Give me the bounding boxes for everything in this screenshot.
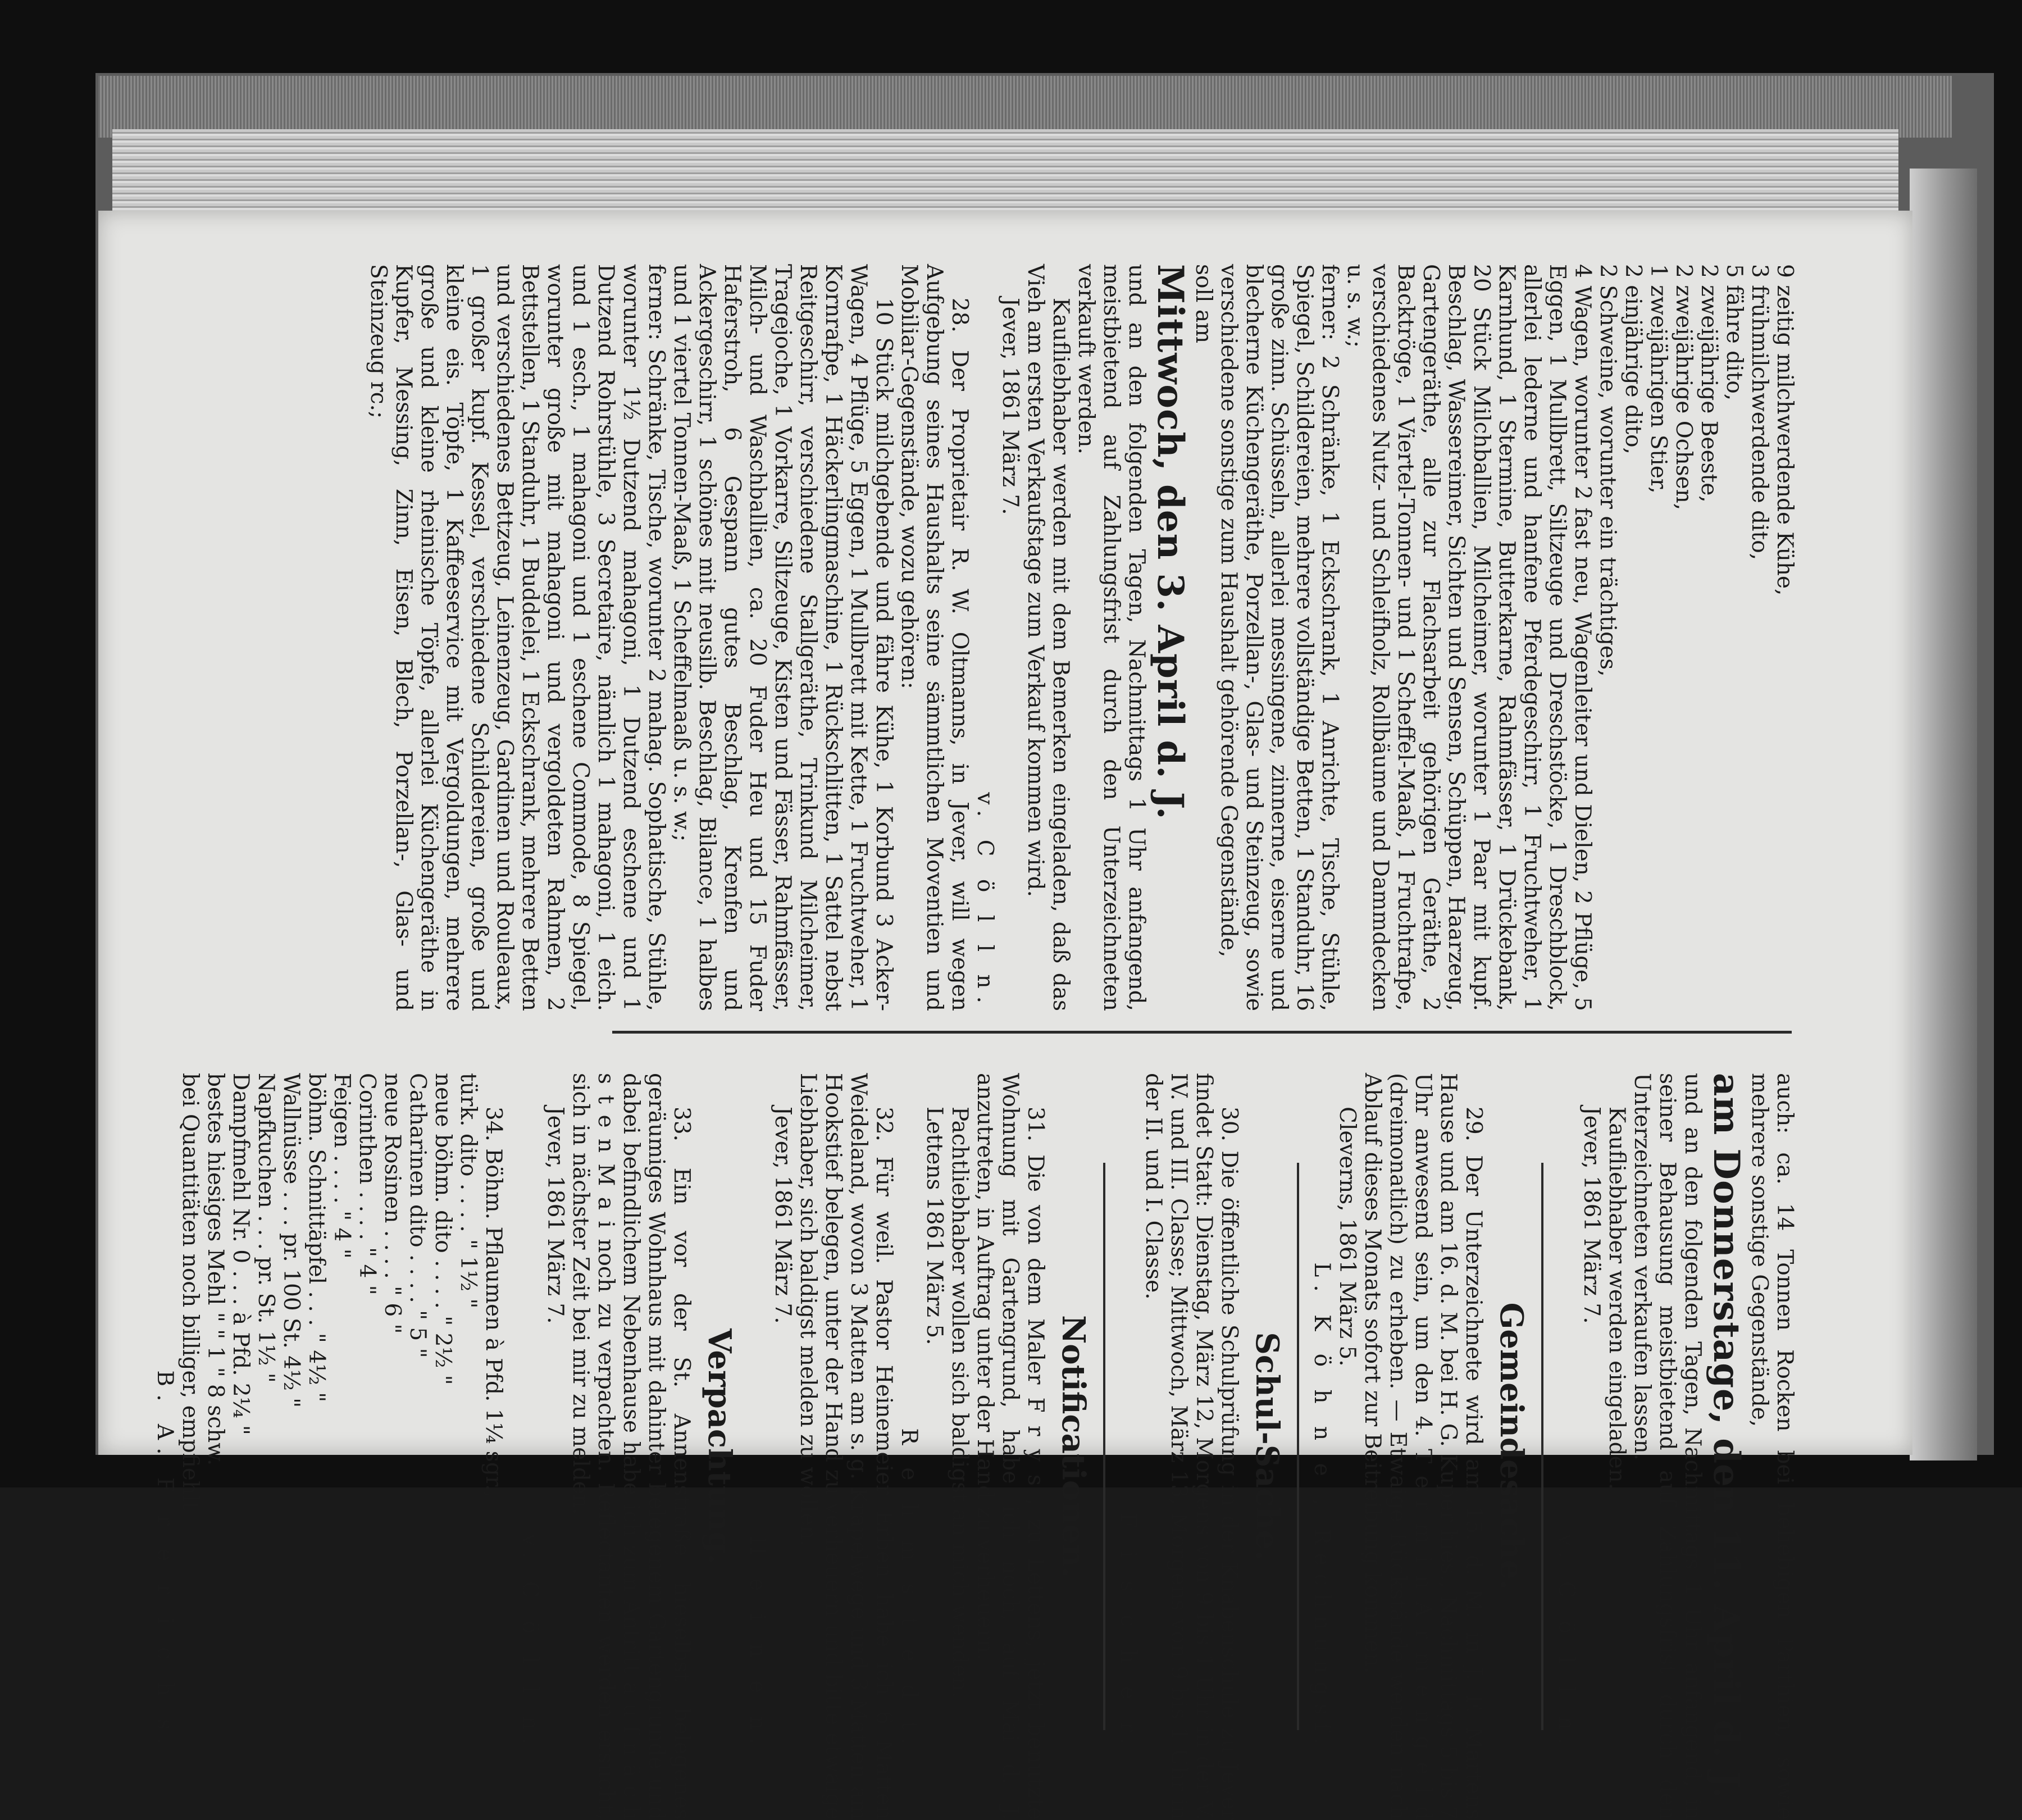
notice-32: 32. Für weil. Pastor Heinemeier Erben habe ich 6 Matten Weideland, wovon 3 Matten am s. g. Krapelwege und 3 Matten am Hookstief belegen, unter der Hand zu verheuern und bitte etwaige Liebhaber, sich baldigst melden zu wollen. (795, 1073, 896, 1820)
price-list-item: türk. dito . . . . " 1½ " (456, 1073, 481, 1309)
invite-line: Kaufliebhaber werden eingeladen. (1604, 1107, 1629, 1490)
notice-date: Jever, 1861 März 7. (543, 1107, 568, 1324)
item-line: 3 frühmilchwerdende dito, (1747, 264, 1772, 561)
item-line: 9 zeitig milchwerdende Kühe, (1772, 264, 1797, 596)
household-paragraph: ferner: Schränke, Tische, worunter 2 mahag. Sophatische, Stühle, worunter 1½ Dutzend mahagoni, 1 Dutzend eschene und 1 Dutzend Rohrstühle, 3 Secretaire, nämlich 1 mahagoni, 1 eich. und 1 esch., 1 mahagoni und 1 eschene Commode, 8 Spiegel, worunter große mit mahagoni und vergoldeten Rahmen, 2 Bettstellen, 1 Standuhr, 1 Buddelei, 1 Eckschrank, mehrere Betten und verschiedenes Bettzeug, Leinenzeug, Gardinen und Rouleaux, 1 großer kupf. Kessel, verschiedene Schildereien, große und kleine eis. Töpfe, 1 Kaffeeservice mit Vergoldungen, mehrere große und kleine rheinische Töpfe, allerlei Küchengeräthe in Kupfer, Messing, Zinn, Eisen, Blech, Porzellan-, Glas- und Steinzeug rc.; (366, 264, 669, 1011)
inventory-paragraph: 4 Wagen, worunter 2 fast neu, Wagenleiter und Dielen, 2 Pflüge, 5 Eggen, 1 Mullbrett, Siltzeuge und Dreschstöcke, 1 Dreschblock, allerlei lederne und hanfene Pferdegeschirr, 1 Fruchtweher, 1 Karnhund, 1 Stermine, Butterkarne, Rahmfässer, 1 Drückebank, 20 Stück Milchballien, Milcheimer, worunter 1 Paar mit kupf. Beschlag, Wassereimer, Sichten und Sensen, Schüppen, Haarzeug, Gartengeräthe, alle zur Flachsarbeit gehörigen Geräthe, 2 Backtröge, 1 Viertel-Tonnen- und 1 Scheffel-Maaß, 1 Fruchtrafpe, verschiedenes Nutz- und Schleifholz, Rollbäume und Dammdecken u. s. w.; (1342, 264, 1595, 1011)
price-list-item: Feigen . . . . " 4 " (329, 1073, 354, 1259)
notice-33: 33. Ein vor der St. Annenstraße hieselbst belegenes geräumiges Wohnhaus mit dahinter belegenem Gartengrunde und dabei befindlichem Nebenhause habe ich zum Antritt a u f n ä c h s t e n M a i noch zu verpachten. Reflectanten werden ersucht, sich in nächster Zeit bei mir zu melden. (568, 1073, 694, 1820)
price-list-item: 34. Böhm. Pflaumen à Pfd. 1¼ sgr., (481, 1107, 506, 1498)
rotated-text-block (140, 242, 1797, 1820)
auction-terms: und an den folgenden Tagen, Nachmittags 1 Uhr anfangend, meistbietend auf Zahlungsfrist durch den Unterzeichneten verkauft werden. (1073, 264, 1149, 1011)
signature: R e h m s t e d t. (896, 1428, 922, 1753)
auction-date-heading: Mittwoch, den 3. April d. J. (1149, 264, 1191, 820)
item-line: 2 zweijährige Beeste, (1696, 264, 1722, 503)
column-divider (612, 1031, 1792, 1034)
notice-date: Jever, 1861 März 7. (1579, 1107, 1604, 1324)
soll-am: soll am (1191, 264, 1216, 344)
price-list-item: böhm. Schnittäpfel . . . " 4½ " (304, 1073, 329, 1403)
left-column (366, 264, 1797, 1011)
notice-28: 28. Der Proprietair R. W. Oltmanns, in Jever, will wegen Aufgebung seines Haushalts seine sämmtlichen Moventien und Mobiliar-Gegenstände, wozu gehören: (896, 264, 972, 1011)
buyer-invitation: Kaufliebhaber werden mit dem Bemerken eingeladen, daß das Vieh am ersten Verkaufstage zum Verkauf kommen wird. (1023, 264, 1073, 1011)
price-list-item: neue Rosinen . . . . " 6 " (380, 1073, 405, 1334)
page-edges (112, 129, 1898, 219)
price-list-item: Corinthen . . . . " 4 " (354, 1073, 380, 1295)
section-heading-gemeindesache: Gemeindesache. (1493, 1302, 1530, 1591)
notice-date: Lettens 1861 März 5. (922, 1107, 947, 1345)
item-line: 2 Schweine, worunter ein trächtiges, (1595, 264, 1620, 677)
item-line: 2 zweijährige Ochsen, (1671, 264, 1696, 511)
item-line: 2 einjährige dito, (1620, 264, 1646, 454)
signature: F i s c h e r. (1115, 1513, 1141, 1753)
section-rule (1103, 1163, 1105, 1730)
item-line: 5 fähre dito, (1722, 264, 1747, 401)
notice-date: Jever, 1861 März 7. (998, 298, 1023, 515)
price-list-item: neue böhm. dito . . . . " 2½ " (430, 1073, 456, 1385)
price-list-item: bei Quantitäten noch billiger, empfiehlt (177, 1073, 203, 1511)
section-rule (1297, 1163, 1299, 1730)
signature: H e i n e n. (745, 1536, 770, 1753)
price-list-item: bestes hiesiges Mehl " " 1 " 8 schw. (203, 1073, 228, 1466)
signature: v. C ö l l n. (1554, 1534, 1579, 1753)
notice-31-followup: Pachtliebhaber wollen sich baldigst an mich wenden. (947, 1107, 972, 1698)
notice-31: 31. Die von dem Maler F r y s , zu Lettens, jetzt benutzte Wohnung mit Gartengrund, habe ich noch, auf Mai d. J. anzutreten, in Auftrag unter der Hand zu verheuern. (972, 1073, 1048, 1820)
notice-29: 29. Der Unterzeichnete wird am 15. d. M. in J. F. Martens Hause und am 16. d. M. bei H. G. Kuper hies., Nachmittags 5 bis 7 Uhr anwesend sein, um den 4. T e r m i n A r m e n g e l d (dreimonatlich) zu erheben. — Etwaige Rückstände werden nach Ablauf dieses Monats sofort zur Beitreibung kommen. (1360, 1073, 1486, 1820)
section-heading-verpachtung: Verpachtung. (701, 1328, 738, 1564)
notice-30: 30. Die öffentliche Schulprüfung in der Knabenschule zu Jever findet Statt: Dienstag, März 12, Morgens von 9 bis 1 Uhr in der V. IV. und III. Classe; Mittwoch, März 13, Morgens von 9 bis 1 Uhr in der II. und I. Classe. (1141, 1073, 1242, 1820)
sale-text: und an den folgenden Tagen, Nachmittags 1 Uhr anfangend, in seiner Behausung meistbietend auf Zahlungsfrist durch den Unterzeichneten verkaufen lassen. (1629, 1073, 1705, 1820)
section-heading-schulsache: Schul-Sache. (1249, 1332, 1286, 1561)
price-list-item: Catharinen dito . . . . " 5 " (405, 1073, 430, 1358)
signature: L. K ö h n e , Rechnungsf. (1309, 1262, 1335, 1753)
signature: v. C ö l l n. (972, 792, 998, 1011)
notice-date: Jever, 1861 März 7. (770, 1107, 795, 1324)
intro-line: auch: ca. 14 Tonnen Rocken bei beliebigen Parthien, sowie mehrere sonstige Gegenstände, (1747, 1073, 1797, 1820)
price-list-item: Dampfmehl Nr. 0 . . . à Pfd. 2¼ " (228, 1073, 253, 1435)
notice-date: Cleverns, 1861 März 5. (1335, 1107, 1360, 1367)
book-spine (1910, 169, 1977, 1460)
section-rule (1541, 1163, 1543, 1730)
furniture-paragraph: ferner: 2 Schränke, 1 Eckschrank, 1 Anrichte, Tische, Stühle, Spiegel, Schildereien, mehrere vollständige Betten, 1 Standuhr, 16 große zinn. Schüsseln, allerlei messingene, zinnerne, eiserne und blecherne Küchengeräthe, Porzellan-, Glas- und Steinzeug, sowie verschiedene sonstige zum Haushalt gehörende Gegenstände, (1216, 264, 1342, 1011)
livestock-paragraph: 10 Stück milchgebende und fähre Kühe, 1 Korbund 3 Acker-Wagen, 4 Pflüge, 5 Eggen, 1 Mullbrett mit Kette, 1 Fruchtweher, 1 Kornrafpe, 1 Häckerlingmaschine, 1 Rückschlitten, 1 Sattel nebst Reitgeschirr, verschiedene Stallgeräthe, Trinkund Milcheimer, Tragejoche, 1 Vorkarre, Siltzeuge, Kisten und Fässer, Rahmfässer, Milch- und Waschballien, ca. 20 Fuder Heu und 15 Fuder Haferstroh, 6 Gespann gutes Beschlag, Krenfen und Ackergeschirr, 1 schönes mit neusilb. Beschlag, Bilance, 1 halbes und 1 viertel Tonnen-Maaß, 1 Scheffelmaaß u. s. w.; (669, 264, 896, 1011)
section-heading-notificationen: Notificationen. (1055, 1315, 1092, 1578)
cover-board (98, 76, 1952, 138)
signature: B. A. F r e r i c h s. (152, 1370, 177, 1753)
price-list-item: Napfkuchen . . . pr. St. 1½ " (253, 1073, 279, 1383)
right-column (152, 1073, 1797, 1820)
price-list-item: Wallnüsse . . . pr. 100 St. 4½ " (279, 1073, 304, 1408)
item-line: 1 zweijährigen Stier, (1646, 264, 1671, 494)
signature: v. C ö l l n. (517, 1534, 543, 1753)
sale-date-heading: am Donnerstage, den 11. April d. J. (1705, 1073, 1747, 1800)
